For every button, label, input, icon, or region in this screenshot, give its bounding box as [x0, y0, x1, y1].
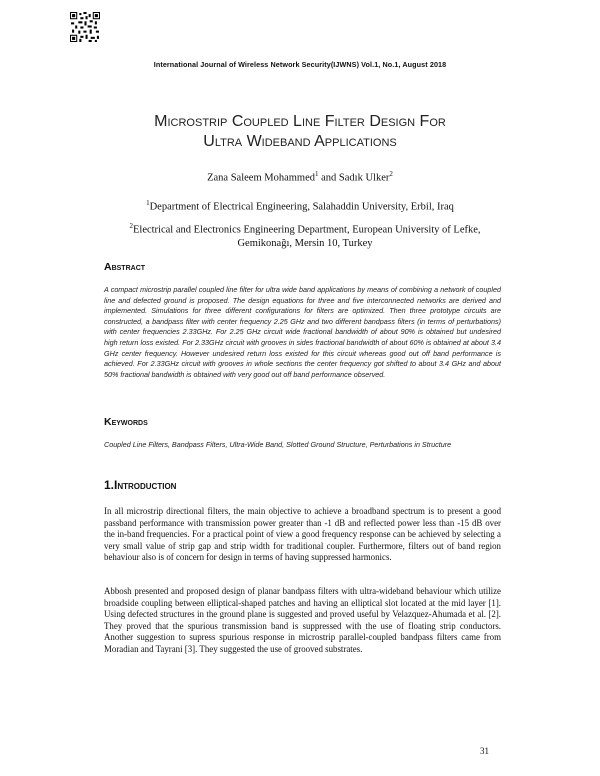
- paper-title: [60, 112, 540, 152]
- title-line-2: Ultra Wideband Applications: [203, 133, 397, 150]
- intro-paragraph-1: In all microstrip directional filters, the main objective to achieve a broadband spectrum is to present a good passband performance with transmission power greater than -1 dB and reflected power less than -15 dB over the in-band frequencies. For a practical point of view a good frequency response can be achieved by selecting a very small value of strip gap and strip width for traditional coupler. Furthermore, filters out of band region behaviour also is of concern for design in terms of having suppressed harmonics.: [104, 506, 501, 563]
- affiliation-1-sup: 1: [146, 199, 150, 207]
- author-2-sup: 2: [389, 170, 393, 178]
- title-line-1: Microstrip Coupled Line Filter Design For: [154, 113, 446, 130]
- keywords-heading: Keywords: [104, 416, 148, 428]
- affiliation-2-text: Electrical and Electronics Engineering Department, European University of Lefke, Gemikonağı, Mersin 10, Turkey: [132, 224, 481, 249]
- intro-paragraph-2: Abbosh presented and proposed design of planar bandpass filters with ultra-wideband behaviour which utilize broadside coupling between elliptical-shaped patches and having an elliptical slot located at the mid layer [1]. Using defected structures in the ground plane is suggested and proved useful by Velazquez-Ahumada et al. [2]. They proved that the spurious transmission band is suppressed with the use of floating strip conductors. Another suggestion to supress spurious response in microstrip parallel-coupled bandpass filters came from Moradian and Tayrani [3]. They suggested the use of grooved substrates.: [104, 586, 501, 654]
- author-list: [0, 170, 600, 184]
- page-number: 31: [480, 746, 489, 756]
- author-1: Zana Saleem Mohammed: [207, 172, 315, 184]
- affiliation-1-text: Department of Electrical Engineering, Salahaddin University, Erbil, Iraq: [149, 201, 454, 213]
- keywords-text: Coupled Line Filters, Bandpass Filters, Ultra-Wide Band, Slotted Ground Structure, Perturbations in Structure: [104, 440, 452, 449]
- journal-header: International Journal of Wireless Network Security(IJWNS) Vol.1, No.1, August 2018: [153, 60, 447, 69]
- affiliation-2: [110, 220, 500, 250]
- abstract-heading: Abstract: [104, 261, 146, 273]
- qr-code: [70, 12, 100, 42]
- author-1-sup: 1: [315, 170, 319, 178]
- author-2: Sadık Ulker: [338, 172, 390, 184]
- affiliation-1: [0, 197, 600, 214]
- affiliation-2-sup: 2: [129, 222, 133, 230]
- author-conjunction: and: [318, 172, 339, 184]
- abstract-text: A compact microstrip parallel coupled line filter for ultra wide band applications by means of combining a network of coupled line and defected ground is proposed. The design equations for three and five interconnected networks are derived and implemented. Simulations for three different configurations for filters are optimized. Then three prototype circuits are constructed, a bandpass filter with center frequency 2.25 GHz and two different bandpass filters (in terms of perturbations) with center frequencies 2.33GHz. For 2.25 GHz circuit wide fractional bandwidth of about 90% is obtained but undesired high return loss existed. For 2.33GHz circuit with grooves in sides fractional bandwidth of about 60% is obtained at about 3.4 GHz center frequency. However undesired return loss existed for this circuit whereas good out off band performance is achieved. For 2.33GHz circuit with grooves in whole sections the center frequency got shifted to about 3.4 GHz and about 50% fractional bandwidth is obtained with very good out off band performance observed.: [104, 285, 501, 379]
- introduction-heading: 1.Introduction: [104, 478, 177, 492]
